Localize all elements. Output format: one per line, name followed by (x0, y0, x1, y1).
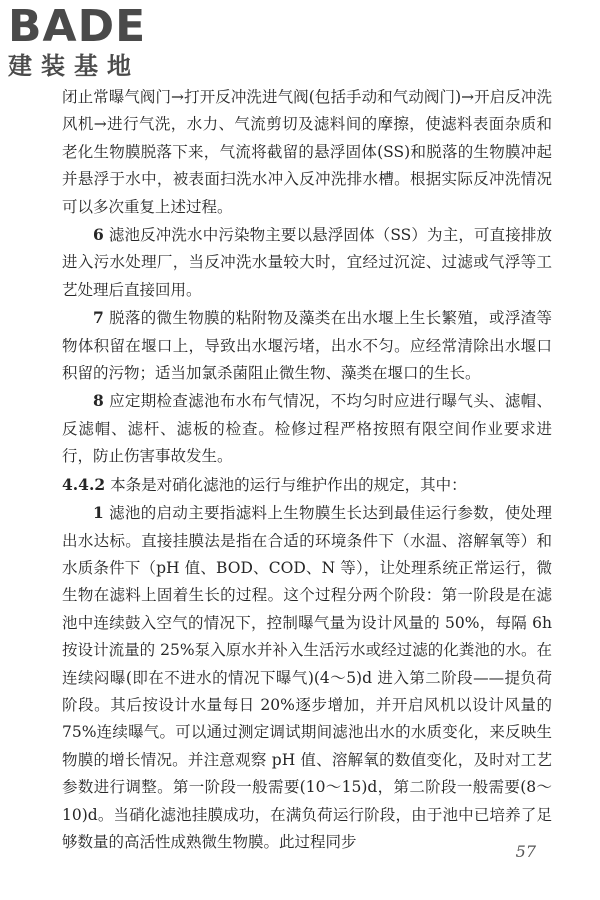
paragraph-text: 闭止常曝气阀门→打开反冲洗进气阀(包括手动和气动阀门)→开启反冲洗风机→进行气洗，水力、气流剪切及滤料间的摩擦，使滤料表面杂质和老化生物膜脱落下来，气流将截留的悬浮固体(SS)和脱落的生物膜冲起并悬浮于水中，被表面扫洗水冲入反冲洗排水槽。根据实际反冲洗情况可以多次重复上述过程。 (62, 88, 552, 216)
body-text (62, 84, 552, 856)
paragraph-item-1 (62, 499, 552, 856)
paragraph-text: 滤池反冲洗水中污染物主要以悬浮固体（SS）为主，可直接排放进入污水处理厂，当反冲洗水量较大时，宜经过沉淀、过滤或气浮等工艺处理后直接回用。 (62, 226, 553, 299)
paragraph-item-8 (62, 387, 552, 470)
paragraph-item-7 (62, 304, 552, 387)
section-number: 4.4.2 (62, 474, 106, 494)
item-number: 8 (93, 391, 104, 411)
paragraph-item-6 (62, 221, 552, 304)
paragraph-text: 脱落的微生物膜的粘附物及藻类在出水堰上生长繁殖，或浮渣等物体积留在堰口上，导致出水堰污堵，出水不匀。应经常清除出水堰口积留的污物；适当加氯杀菌阻止微生物、藻类在堰口的生长。 (62, 309, 552, 383)
logo (8, 1, 147, 80)
logo-wordmark: BADE (8, 1, 147, 52)
item-number: 7 (93, 308, 104, 328)
paragraph-text: 滤池的启动主要指滤料上生物膜生长达到最佳运行参数，使处理出水达标。直接挂膜法是指在合适的环境条件下（水温、溶解氧等）和水质条件下（pH 值、BOD、COD、N 等），让处理系统正常运行，微生物在滤料上固着生长的过程。这个过程分两个阶段：第一阶段是在滤池中连续鼓入空气的情况下，控制曝气量为设计风量的 50%，每隔 6h 按设计流量的 25%泵入原水并补入生活污水或经过滤的化粪池的水。在连续闷曝(即在不进水的情况下曝气)(4～5)d 进入第二阶段——提负荷阶段。其后按设计水量每日 20%逐步增加，并开启风机以设计风量的 75%连续曝气。可以通过测定调试期间滤池出水的水质变化，来反映生物膜的增长情况。并注意观察 pH 值、溶解氧的数值变化，及时对工艺参数进行调整。第一阶段一般需要(10～15)d，第二阶段一般需要(8～10)d。当硝化滤池挂膜成功，在满负荷运行阶段，由于池中已培养了足够数量的高活性成熟微生物膜。此过程同步 (62, 504, 552, 851)
page-number: 57 (515, 842, 536, 861)
item-number: 6 (93, 225, 104, 245)
paragraph-continued (62, 84, 552, 221)
paragraph-text: 应定期检查滤池布水布气情况，不均匀时应进行曝气头、滤帽、反滤帽、滤杆、滤板的检查。检修过程严格按照有限空间作业要求进行，防止伤害事故发生。 (62, 392, 552, 466)
item-number: 1 (93, 503, 104, 523)
section-4-4-2 (62, 471, 552, 499)
section-text: 本条是对硝化滤池的运行与维护作出的规定，其中： (110, 475, 467, 494)
logo-subtitle: 建装基地 (8, 52, 140, 80)
